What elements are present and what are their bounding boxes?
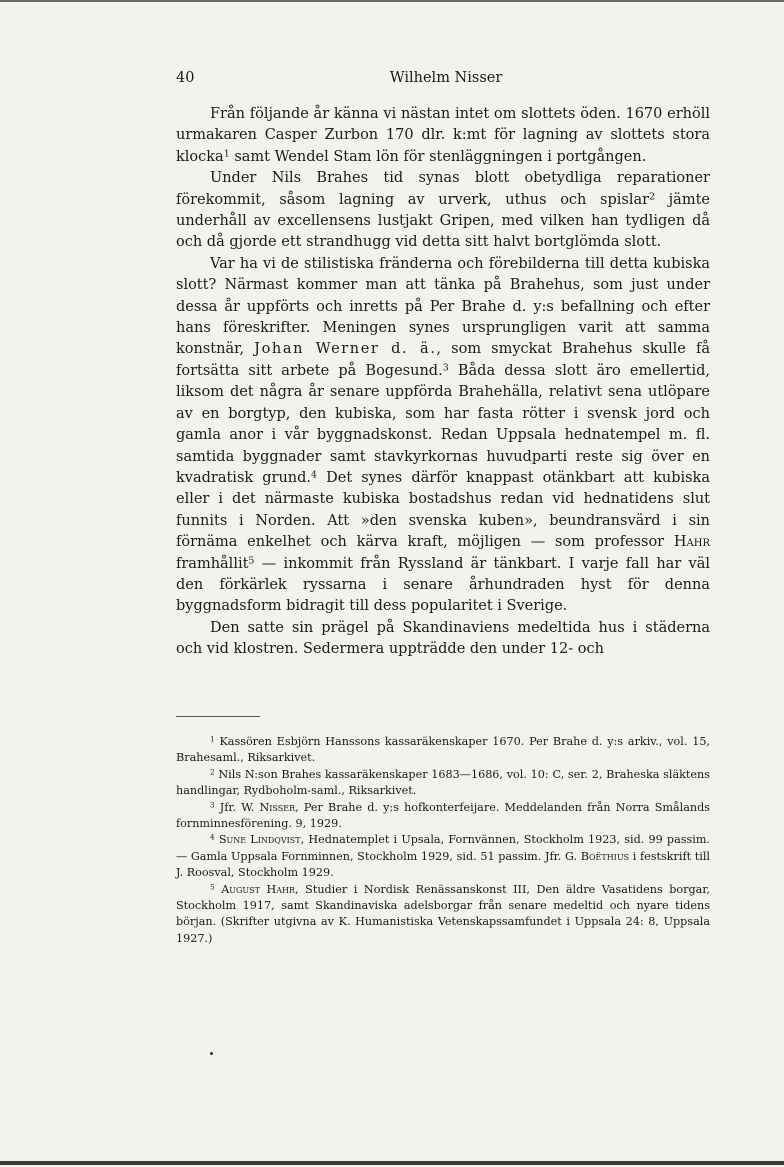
footnote-reference: 4 [311,469,318,481]
footnote [176,767,710,800]
bottom-scan-border [0,1161,784,1165]
text-run: , Studier i Nordisk Renässanskonst III, Den äldre Vasatidens borgar, Stockholm 1917, samt Skandinaviska adelsborgar från senare medeltid och nyare tidens början. (Skrifter utgivna av K. Humanistiska Vetenskapssamfundet i Uppsala 24: 8, Uppsala 1927.) [176,882,710,945]
footnote [176,800,710,833]
author-name: Sune Lindqvist [218,833,301,847]
author-name: Hahr [673,534,710,551]
footnote-reference: 2 [649,190,656,202]
footnote-number: 2 [210,767,215,777]
author-name: Nisser [259,800,296,814]
text-run: , Hednatemplet i Upsala, Fornvännen, Stockholm 1923, sid. 99 passim. — Gamla Uppsala Fornminnen, Stockholm 1929, sid. 51 passim. Jfr. G. [176,833,710,863]
footnote-separator [176,716,260,717]
footnote [176,882,710,948]
page-header [176,70,716,90]
footnote-reference: 3 [442,362,449,374]
text-run: — inkommit från Ryssland är tänkbart. I varje fall har väl den förkärlek ryssarna i senare århundraden hyst för denna byggnadsform bidragit till dess popularitet i Sverige. [176,555,710,615]
footnote-number: 4 [210,832,215,842]
body-paragraph [176,168,710,254]
body-paragraph [176,104,710,168]
text-run: Den satte sin prägel på Skandinaviens medeltida hus i städerna och vid klostren. Sedermera uppträdde den under 12- och [176,619,710,658]
text-run: Från följande år känna vi nästan intet om slottets öden. 1670 erhöll urmakaren Casper Zurbon 170 dlr. k:mt för lagning av slottets stora klocka [176,106,710,165]
text-run: Nils N:son Brahes kassaräkenskaper 1683—1686, vol. 10: C, ser. 2, Braheska släktens handlingar, Rydboholm-saml., Riksarkivet. [176,767,710,798]
text-run: Båda dessa slott äro emellertid, liksom det några år senare uppförda Brahehälla, relativt sena utlöpare av en borgtyp, den kubiska, som har fasta rötter i svensk jord och gamla anor i vår byggnadskonst. Redan Uppsala hednatempel m. fl. samtida byggnader samt stavkyrkornas huvudparti reste sig över en kvadratisk grund. [176,362,710,486]
text-run: , Per Brahe d. y:s hofkonterfeijare. Meddelanden från Norra Smålands fornminnesförening. 9, 1929. [176,800,711,831]
author-name: Boëthius [580,849,630,863]
text-run: , som smyckat Brahehus skulle få fortsätta sitt arbete på Bogesund. [176,341,710,379]
emphasized-name: Johan Werner d. ä. [254,341,437,358]
running-head: Wilhelm Nisser [389,70,503,86]
text-run: Var ha vi de stilistiska fränderna och förebilderna till detta kubiska slott? Närmast kommer man att tänka på Brahehus, som just under dessa år uppförts och inretts på Per Brahe d. y:s befallning och efter hans föreskrifter. Meningen synes ursprungligen varit att samma konstnär, [176,255,710,358]
author-name: August Hahr [221,882,296,896]
text-run: jämte underhåll av excellensens lustjakt Gripen, med vilken han tydligen då och då gjorde ett strandhugg vid detta sitt halvt bortglömda slott. [176,191,710,251]
footnote [176,734,710,767]
body-paragraph [176,254,710,618]
text-run: Jfr. W. [219,800,260,814]
body-paragraph [176,618,710,661]
body-text [176,104,710,661]
scan-speck [210,1052,213,1055]
footnote-number: 1 [210,734,215,744]
text-run: samt Wendel Stam lön för stenläggningen i portgången. [229,148,647,165]
footnote [176,832,710,881]
footnote-reference: 1 [223,148,230,160]
top-scan-border [0,0,784,2]
text-run: Det synes därför knappast otänkbart att kubiska eller i det närmaste kubiska bostadshus redan vid hednatidens slut funnits i Norden. Att »den svenska kuben», beundransvärd i sin förnäma enkelhet och kärva kraft, möjligen — som professor [176,469,710,551]
text-run: framhållit [176,555,249,572]
footnotes [176,734,710,947]
text-run: i festskrift till J. Roosval, Stockholm 1929. [176,849,710,880]
footnote-reference: 5 [248,554,255,566]
page-number: 40 [176,70,195,86]
footnote-number: 5 [210,882,215,892]
footnote-number: 3 [210,800,215,809]
text-run: Under Nils Brahes tid synas blott obetydliga reparationer förekommit, såsom lagning av urverk, uthus och spislar [176,170,710,208]
text-run: Kassören Esbjörn Hanssons kassaräkenskaper 1670. Per Brahe d. y:s arkiv., vol. 15, Brahesaml., Riksarkivet. [176,735,710,765]
